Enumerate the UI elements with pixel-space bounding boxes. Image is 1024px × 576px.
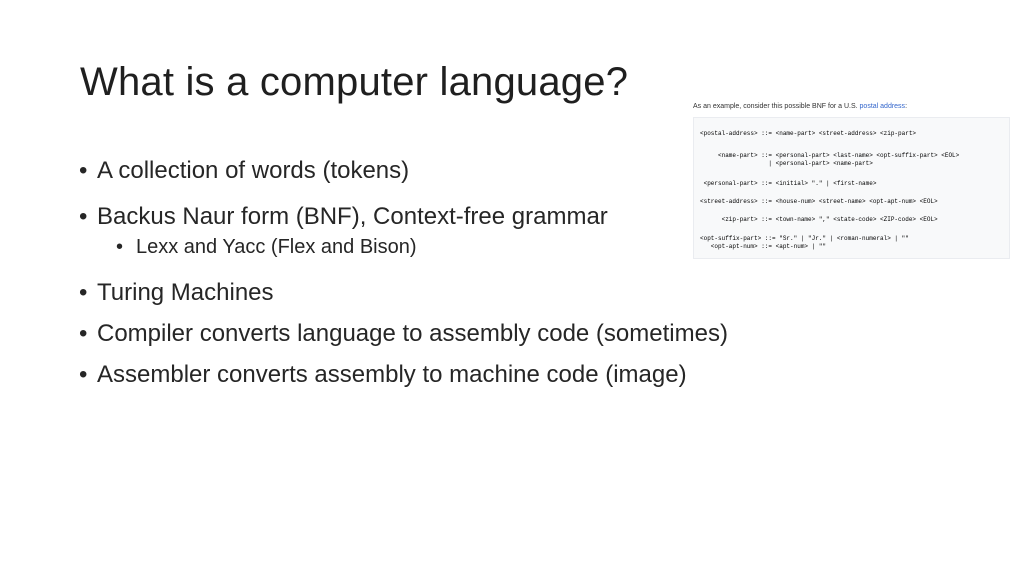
sub-bullet-text: Lexx and Yacc (Flex and Bison) [136, 236, 417, 258]
bnf-code-block [693, 117, 1010, 259]
bullet-item [79, 157, 409, 185]
bullet-dot-icon: • [79, 361, 88, 388]
bullet-dot-icon: • [79, 203, 88, 230]
bnf-rule-line: | <personal-part> <name-part> [700, 160, 873, 167]
bullet-text: Turing Machines [97, 279, 274, 306]
bullet-item [79, 320, 728, 348]
bullet-item [79, 203, 608, 231]
bnf-rule-line: <street-address> ::= <house-num> <street-name> <opt-apt-num> <EOL> [700, 198, 938, 205]
bullet-item [79, 279, 274, 307]
bullet-text: Backus Naur form (BNF), Context-free grammar [97, 203, 608, 230]
bnf-example-image [693, 103, 1010, 259]
bnf-rule-line: <zip-part> ::= <town-name> "," <state-code> <ZIP-code> <EOL> [700, 216, 938, 223]
bullet-dot-icon: • [79, 157, 88, 184]
sub-bullet-item [116, 235, 417, 259]
bullet-dot-icon: • [79, 279, 88, 306]
bullet-text: Compiler converts language to assembly code (sometimes) [97, 320, 728, 347]
bnf-caption [693, 103, 907, 110]
bullet-dot-icon: • [116, 236, 124, 258]
bnf-rule-line: <postal-address> ::= <name-part> <street-address> <zip-part> [700, 130, 917, 137]
postal-address-link[interactable]: postal address [859, 103, 906, 110]
bullet-dot-icon: • [79, 320, 88, 347]
bnf-caption-prefix: As an example, consider this possible BNF for a U.S. [693, 103, 860, 110]
bnf-rule-line: <opt-suffix-part> ::= "Sr." | "Jr." | <roman-numeral> | "" [700, 235, 909, 242]
slide-title: What is a computer language? [80, 60, 629, 104]
bullet-item [79, 361, 687, 389]
bullet-text: A collection of words (tokens) [97, 157, 410, 184]
bullet-text: Assembler converts assembly to machine code (image) [97, 361, 687, 388]
bnf-rule-line: <opt-apt-num> ::= <apt-num> | "" [700, 243, 827, 250]
bnf-rule-line: <personal-part> ::= <initial> "." | <first-name> [700, 180, 877, 187]
bnf-caption-suffix: : [905, 103, 908, 110]
bnf-rule-line: <name-part> ::= <personal-part> <last-name> <opt-suffix-part> <EOL> [700, 152, 960, 159]
